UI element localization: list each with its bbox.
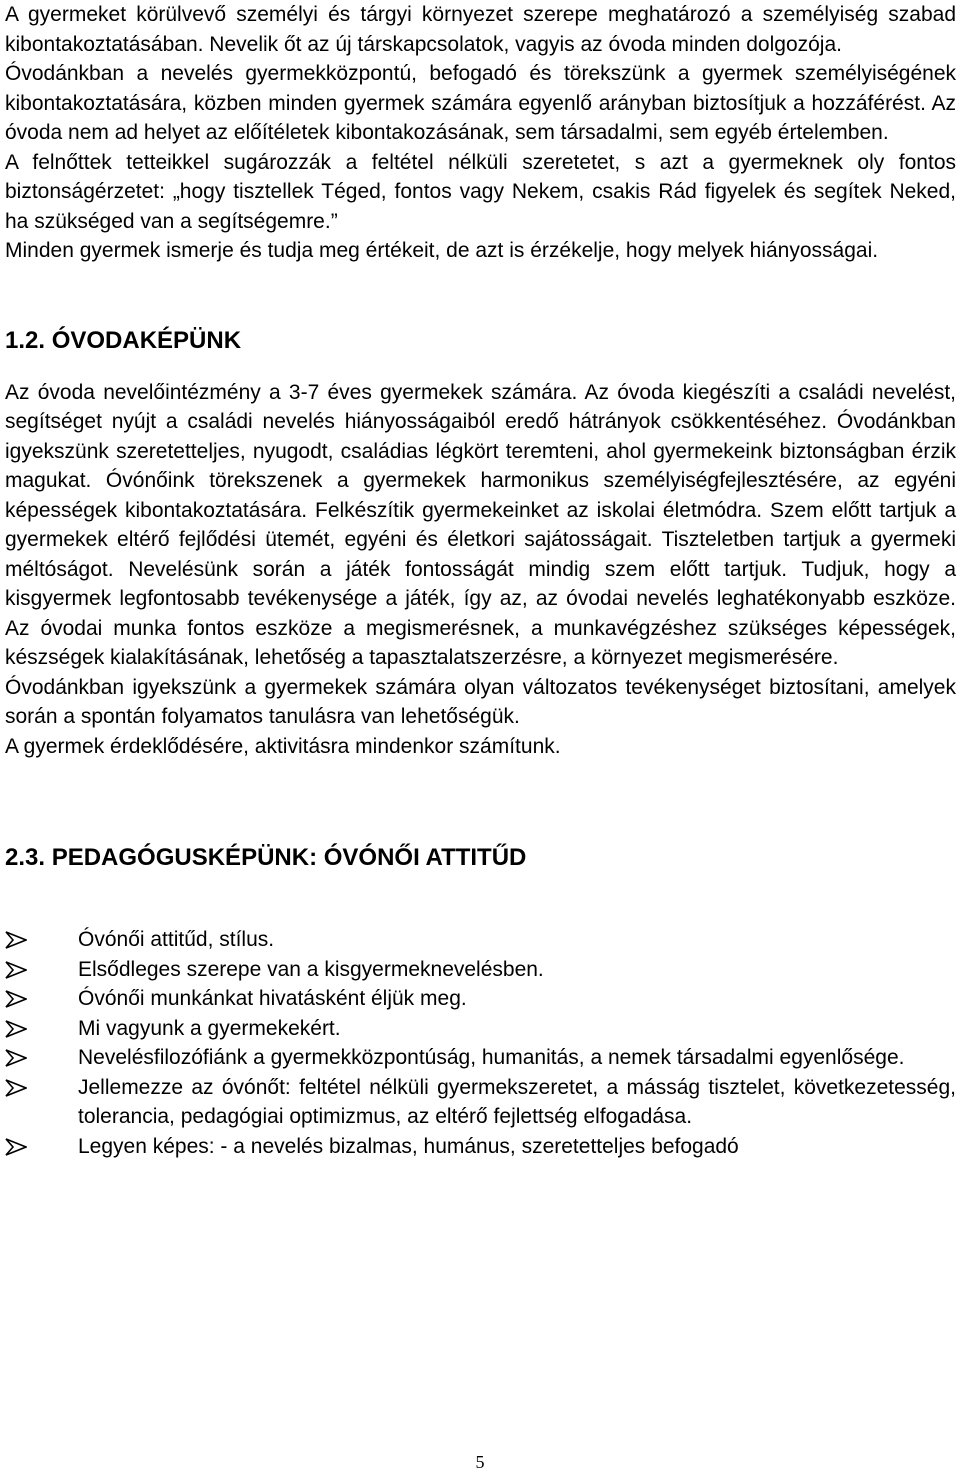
list-item-text: Óvónői attitűd, stílus. <box>78 928 275 951</box>
page-number: 5 <box>475 1452 485 1472</box>
list-item <box>5 1073 956 1132</box>
intro-paragraph-4: Minden gyermek ismerje és tudja meg értékeit, de azt is érzékelje, hogy melyek hiányosságai. <box>5 239 879 262</box>
list-item <box>5 1043 956 1073</box>
section-heading-pedagoguskepunk: 2.3. PEDAGÓGUSKÉPÜNK: ÓVÓNŐI ATTITŰD <box>5 844 527 871</box>
arrowhead-bullet-icon <box>5 961 27 979</box>
section1-paragraph-1: Az óvoda nevelőintézmény a 3-7 éves gyermekek számára. Az óvoda kiegészíti a családi nevelést, segítséget nyújt a családi nevelés hiányosságaiból eredő hátrányok csökkentéséhez. Óvodánkban igyekszünk szeretetteljes, nyugodt, családias légkört teremteni, ahol gyermekeink biztonságban érzik magukat. Óvónőink törekszenek a gyermekek harmonikus személyiségfejlesztésére, az egyéni képességek kibontakoztatására. Felkészítik gyermekeinket az iskolai életmódra. Szem előtt tartjuk a gyermekek eltérő fejlődési ütemét, egyéni és életkori sajátosságait. Tiszteletben tartjuk a gyermeki méltóságot. Nevelésünk során a játék fontosságát mindig szem előtt tartjuk. Tudjuk, hogy a kisgyermek legfontosabb tevékenysége a játék, így az, az óvodai nevelés leghatékonyabb eszköze. Az óvodai munka fontos eszköze a megismerésnek, a munkavégzéshez szükséges képességek, készségek kialakításának, lehetőség a tapasztalatszerzésre, a környezet megismerésére. <box>5 380 956 669</box>
arrowhead-bullet-icon <box>5 931 27 949</box>
section1-paragraph-2: Óvodánkban igyekszünk a gyermekek számára olyan változatos tevékenységet biztosítani, amelyek során a spontán folyamatos tanulásra van lehetőségük. <box>5 675 956 728</box>
intro-paragraph-2: Óvodánkban a nevelés gyermekközpontú, befogadó és törekszünk a gyermek személyiségének kibontakoztatására, közben minden gyermek számára egyenlő arányban biztosítjuk a hozzáférést. Az óvoda nem ad helyet az előítéletek kibontakozásának, sem társadalmi, sem egyéb értelemben. <box>5 62 956 144</box>
list-item <box>5 1132 956 1162</box>
list-item-text: Elsődleges szerepe van a kisgyermeknevelésben. <box>78 957 544 981</box>
list-item-text: Mi vagyunk a gyermekekért. <box>78 1016 341 1040</box>
arrowhead-bullet-icon <box>5 1079 27 1097</box>
list-item <box>5 1014 956 1044</box>
document-page <box>5 0 956 1161</box>
list-item-text: Jellemezze az óvónőt: feltétel nélküli gyermekszeretet, a másság tisztelet, következetesség, tolerancia, pedagógiai optimizmus, az eltérő fejlettség elfogadása. <box>78 1075 956 1128</box>
list-item <box>5 984 956 1014</box>
list-item-text: Nevelésfilozófiánk a gyermekközpontúság, humanitás, a nemek társadalmi egyenlősége. <box>78 1046 905 1069</box>
arrowhead-bullet-icon <box>5 1138 27 1156</box>
arrowhead-bullet-icon <box>5 1049 27 1067</box>
attitude-bullet-list <box>5 925 956 1161</box>
list-item <box>5 955 956 985</box>
list-item-text: Legyen képes: - a nevelés bizalmas, humánus, szeretetteljes befogadó <box>78 1134 739 1158</box>
section-heading-ovodakepunk: 1.2. ÓVODAKÉPÜNK <box>5 326 242 354</box>
section1-paragraph-3: A gyermek érdeklődésére, aktivitásra mindenkor számítunk. <box>5 734 561 758</box>
arrowhead-bullet-icon <box>5 990 27 1008</box>
intro-paragraph-1: A gyermeket körülvevő személyi és tárgyi környezet szerepe meghatározó a személyiség szabad kibontakoztatásában. Nevelik őt az új társkapcsolatok, vagyis az óvoda minden dolgozója. <box>5 3 956 56</box>
list-item <box>5 925 956 955</box>
intro-paragraph-3: A felnőttek tetteikkel sugározzák a feltétel nélküli szeretetet, s azt a gyermeknek oly fontos biztonságérzetet: „hogy tisztellek Téged, fontos vagy Nekem, csakis Rád figyelek és segítek Neked, ha szükséged van a segítségemre.” <box>5 150 956 233</box>
list-item-text: Óvónői munkánkat hivatásként éljük meg. <box>78 987 467 1010</box>
arrowhead-bullet-icon <box>5 1020 27 1038</box>
